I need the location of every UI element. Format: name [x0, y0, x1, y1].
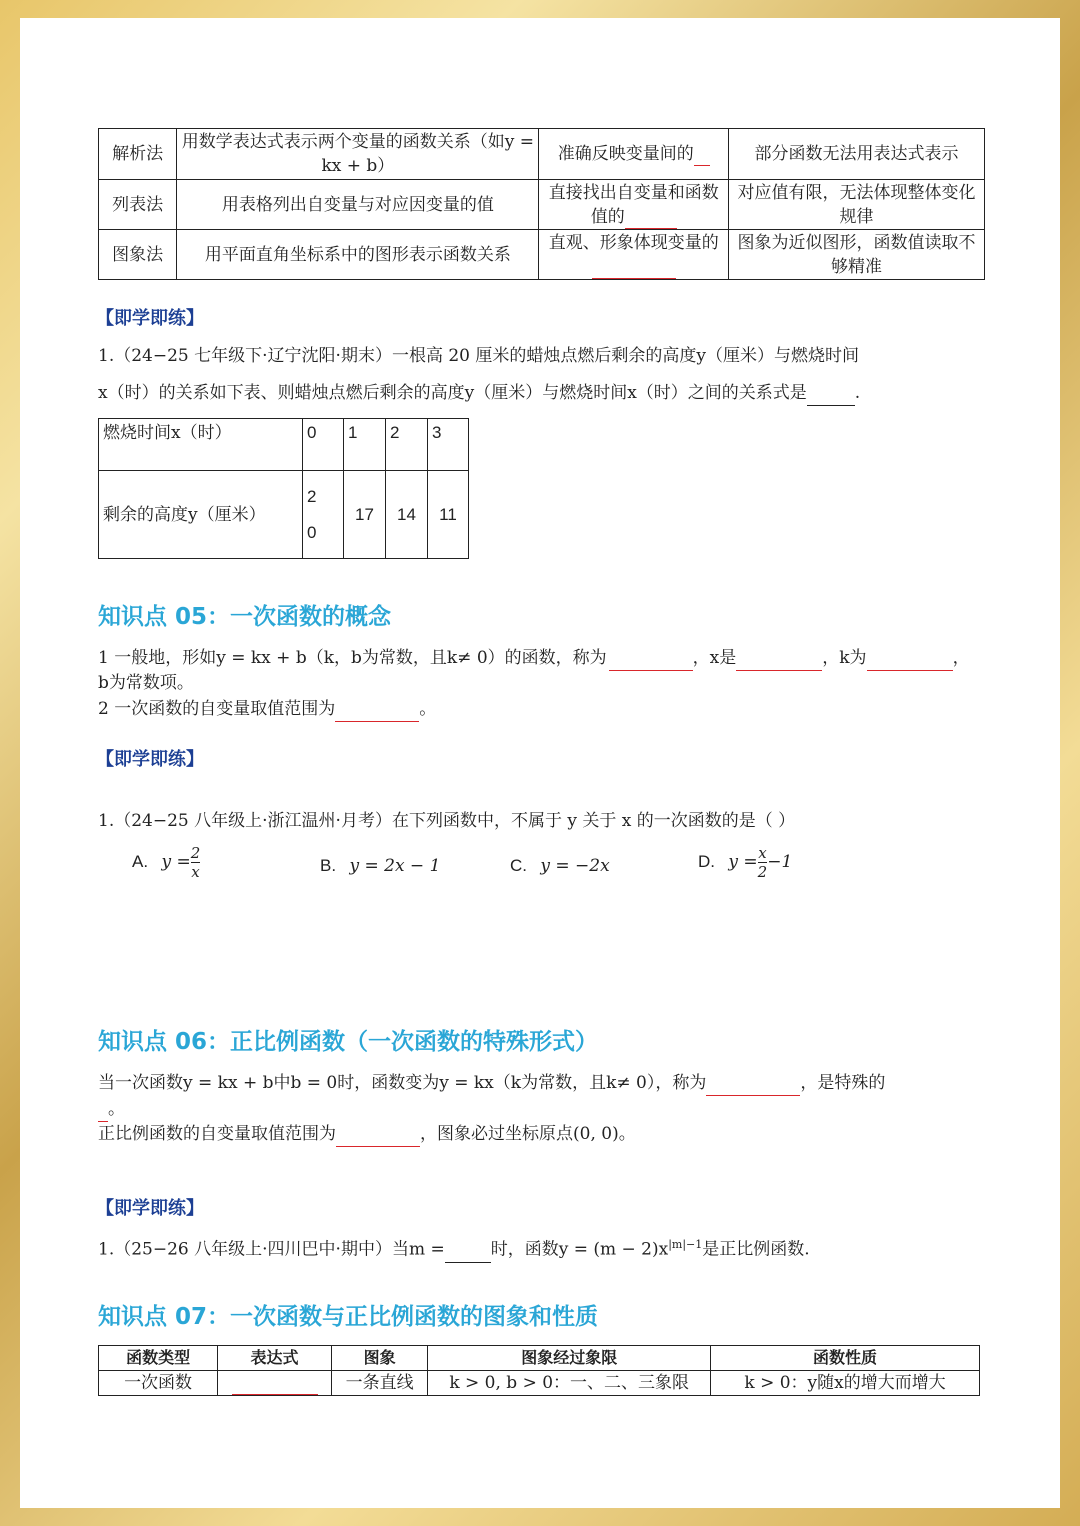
denominator: x — [191, 863, 200, 881]
denominator: 2 — [757, 863, 768, 881]
text: 。 — [419, 699, 437, 719]
properties-table — [98, 1345, 980, 1396]
text: 1 一般地，形如y = kx + b（k，b为常数，且k≠ 0）的函数，称为 — [98, 648, 607, 668]
table-cell: 一条直线 — [331, 1371, 427, 1396]
method-name: 图象法 — [99, 230, 177, 280]
option-label: B. — [320, 856, 337, 875]
answer-blank[interactable] — [336, 1124, 420, 1147]
answer-blank[interactable] — [335, 699, 419, 722]
fraction — [191, 844, 201, 881]
option-label: C. — [510, 856, 527, 875]
text: 1.（25−26 八年级上·四川巴中·期中）当m = — [98, 1239, 445, 1260]
method-disadvantage: 对应值有限，无法体现整体变化规律 — [729, 180, 985, 230]
text: ，是特殊的 — [800, 1073, 886, 1093]
text: ，k为 — [822, 648, 867, 668]
row-label: 剩余的高度y（厘米） — [99, 471, 303, 559]
advantage-text: 直观、形象体现变量的 — [548, 232, 719, 253]
practice-heading: 【即学即练】 — [96, 749, 204, 770]
method-disadvantage: 部分函数无法用表达式表示 — [729, 129, 985, 180]
method-desc: 用平面直角坐标系中的图形表示函数关系 — [177, 230, 539, 280]
option-a[interactable] — [132, 844, 200, 881]
column-header: 表达式 — [218, 1346, 332, 1371]
question-text — [98, 1232, 810, 1263]
function-methods-table — [98, 128, 985, 280]
table-cell: 17 — [344, 471, 386, 559]
option-expr: y = 2x − 1 — [349, 856, 441, 876]
table-row — [99, 180, 985, 230]
numerator: 2 — [190, 844, 201, 862]
table-cell — [218, 1371, 332, 1396]
question-text: 1.（24−25 七年级下·辽宁沈阳·期末）一根高 20 厘米的蜡烛点燃后剩余的高度y（厘米）与燃烧时间 — [98, 346, 859, 366]
text: ，x是 — [692, 648, 737, 668]
answer-blank[interactable] — [232, 1374, 318, 1395]
table-row — [99, 230, 985, 280]
answer-blank[interactable] — [625, 208, 677, 229]
advantage-text: 直接找出自变量和函数值的 — [548, 182, 719, 227]
answer-blank[interactable] — [98, 1101, 108, 1122]
column-header: 图象 — [331, 1346, 427, 1371]
fraction — [758, 844, 768, 881]
question-text: 1.（24−25 八年级上·浙江温州·月考）在下列函数中，不属于 y 关于 x 的一次函数的是（ ） — [98, 811, 796, 831]
method-advantage — [539, 129, 729, 180]
method-name: 列表法 — [99, 180, 177, 230]
option-expr: y = — [728, 852, 758, 872]
definition-line — [98, 696, 436, 722]
definition-line — [98, 1121, 636, 1147]
worksheet-page — [20, 18, 1060, 1508]
question-text-line2: x（时）的关系如下表、则蜡烛点燃后剩余的高度y（厘米）与燃烧时间x（时）之间的关系式是 — [98, 383, 807, 403]
answer-blank[interactable] — [445, 1240, 491, 1263]
table-cell: 1 — [344, 419, 386, 471]
practice-heading: 【即学即练】 — [96, 1198, 204, 1219]
answer-blank[interactable] — [592, 258, 676, 279]
text: 当一次函数y = kx + b中b = 0时，函数变为y = kx（k为常数，且k≠ 0），称为 — [98, 1073, 707, 1093]
answer-blank[interactable] — [867, 648, 953, 671]
definition-line — [98, 645, 970, 671]
method-desc: 用表格列出自变量与对应因变量的值 — [177, 180, 539, 230]
table-cell: k > 0：y随x的增大而增大 — [711, 1371, 980, 1396]
table-cell: k > 0, b > 0：一、二、三象限 — [428, 1371, 711, 1396]
method-name: 解析法 — [99, 129, 177, 180]
table-cell: 2 0 — [303, 471, 344, 559]
table-row — [99, 1371, 980, 1396]
column-header: 图象经过象限 — [428, 1346, 711, 1371]
text: 是正比例函数. — [702, 1239, 810, 1260]
text: ， — [952, 648, 970, 668]
text: 时，函数y = (m − 2)x — [490, 1239, 669, 1260]
question-text — [98, 380, 860, 406]
text: 正比例函数的自变量取值范围为 — [98, 1124, 336, 1144]
numerator: x — [758, 844, 767, 862]
method-desc: 用数学表达式表示两个变量的函数关系（如y = kx + b） — [177, 129, 539, 180]
method-advantage — [539, 230, 729, 280]
answer-blank[interactable] — [807, 383, 855, 406]
table-cell: 3 — [428, 419, 469, 471]
definition-line — [98, 1070, 885, 1096]
table-row — [99, 419, 469, 471]
definition-line — [98, 1096, 125, 1122]
answer-blank[interactable] — [609, 648, 693, 671]
option-c[interactable] — [510, 856, 610, 876]
table-cell: 一次函数 — [99, 1371, 218, 1396]
definition-line: b为常数项。 — [98, 673, 194, 693]
answer-blank[interactable] — [736, 648, 822, 671]
table-cell: 2 — [386, 419, 428, 471]
column-header: 函数性质 — [711, 1346, 980, 1371]
option-d[interactable] — [698, 844, 792, 881]
method-advantage — [539, 180, 729, 230]
method-disadvantage: 图象为近似图形，函数值读取不够精准 — [729, 230, 985, 280]
table-row — [99, 471, 469, 559]
advantage-text: 准确反映变量间的 — [557, 144, 694, 164]
option-b[interactable] — [320, 856, 440, 876]
text: ，图象必过坐标原点(0, 0)。 — [420, 1124, 636, 1144]
column-header: 函数类型 — [99, 1346, 218, 1371]
option-label: D. — [698, 852, 715, 871]
sentence-end: . — [854, 383, 861, 403]
table-cell: 11 — [428, 471, 469, 559]
table-cell: 14 — [386, 471, 428, 559]
section-title: 知识点 07：一次函数与正比例函数的图象和性质 — [98, 1304, 599, 1330]
table-row — [99, 129, 985, 180]
text: 。 — [108, 1099, 125, 1119]
section-title: 知识点 05：一次函数的概念 — [98, 604, 392, 630]
candle-data-table — [98, 418, 469, 559]
option-label: A. — [132, 852, 149, 871]
option-expr-tail: −1 — [767, 852, 793, 872]
answer-blank[interactable] — [706, 1073, 800, 1096]
practice-heading: 【即学即练】 — [96, 308, 204, 329]
answer-blank[interactable] — [694, 145, 710, 166]
text: 2 一次函数的自变量取值范围为 — [98, 699, 336, 719]
row-label: 燃烧时间x（时） — [99, 419, 303, 471]
table-cell: 0 — [303, 419, 344, 471]
table-header-row — [99, 1346, 980, 1371]
exponent: |m|−1 — [668, 1238, 703, 1251]
option-expr: y = −2x — [540, 856, 610, 876]
section-title: 知识点 06：正比例函数（一次函数的特殊形式） — [98, 1029, 599, 1055]
option-expr: y = — [161, 852, 191, 872]
